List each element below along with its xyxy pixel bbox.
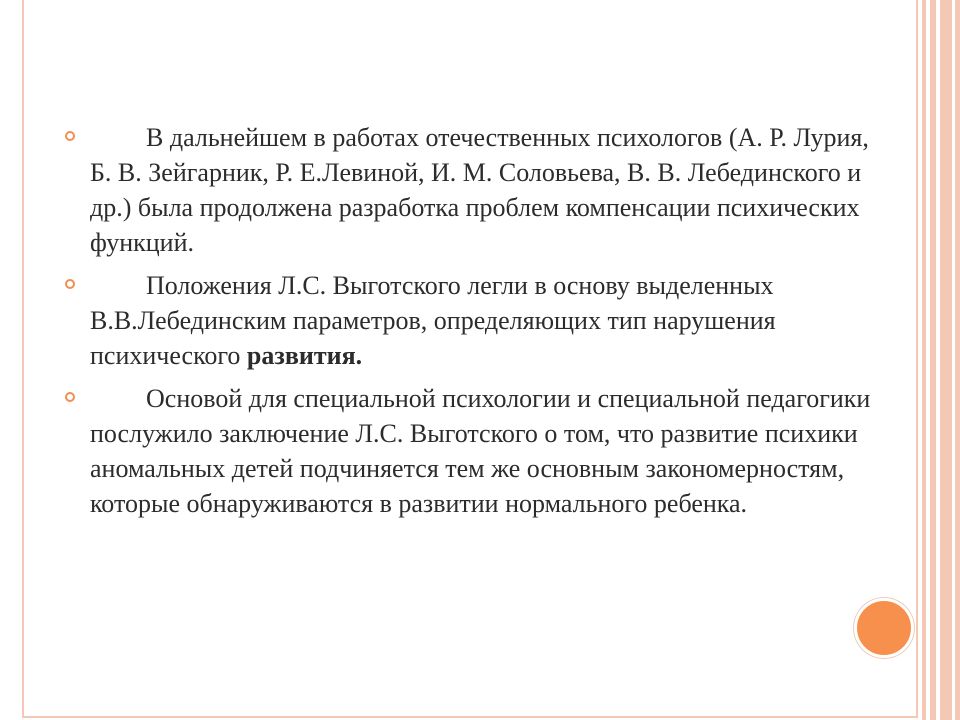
circle-bullet-icon (65, 279, 75, 289)
paragraph-text: В дальнейшем в работах отечественных психологов (А. Р. Лурия, Б. В. Зейгарник, Р. Е.Левиной, И. М. Соловьева, В. В. Лебединского и др.) была продолжена разработка проблем компенсации психических функций. (90, 123, 869, 257)
paragraph-bold-text: развития. (246, 341, 363, 370)
orange-circle-decoration (854, 598, 914, 658)
paragraph-text: Основой для специальной психологии и специальной педагогики послужило заключение Л.С. Выготского о том, что развитие психики аномальных детей подчиняется тем же основным закономерностям, которые обнаруживаются в развитии нормального ребенка. (90, 384, 871, 518)
list-item (60, 268, 880, 373)
circle-bullet-icon (65, 131, 75, 141)
paragraph-text: Положения Л.С. Выготского легли в основу выделенных В.В.Лебединским параметров, определяющих тип нарушения психического (90, 271, 776, 370)
list-item (60, 381, 880, 521)
list-item (60, 120, 880, 260)
circle-bullet-icon (65, 392, 75, 402)
bullet-list (60, 120, 880, 529)
